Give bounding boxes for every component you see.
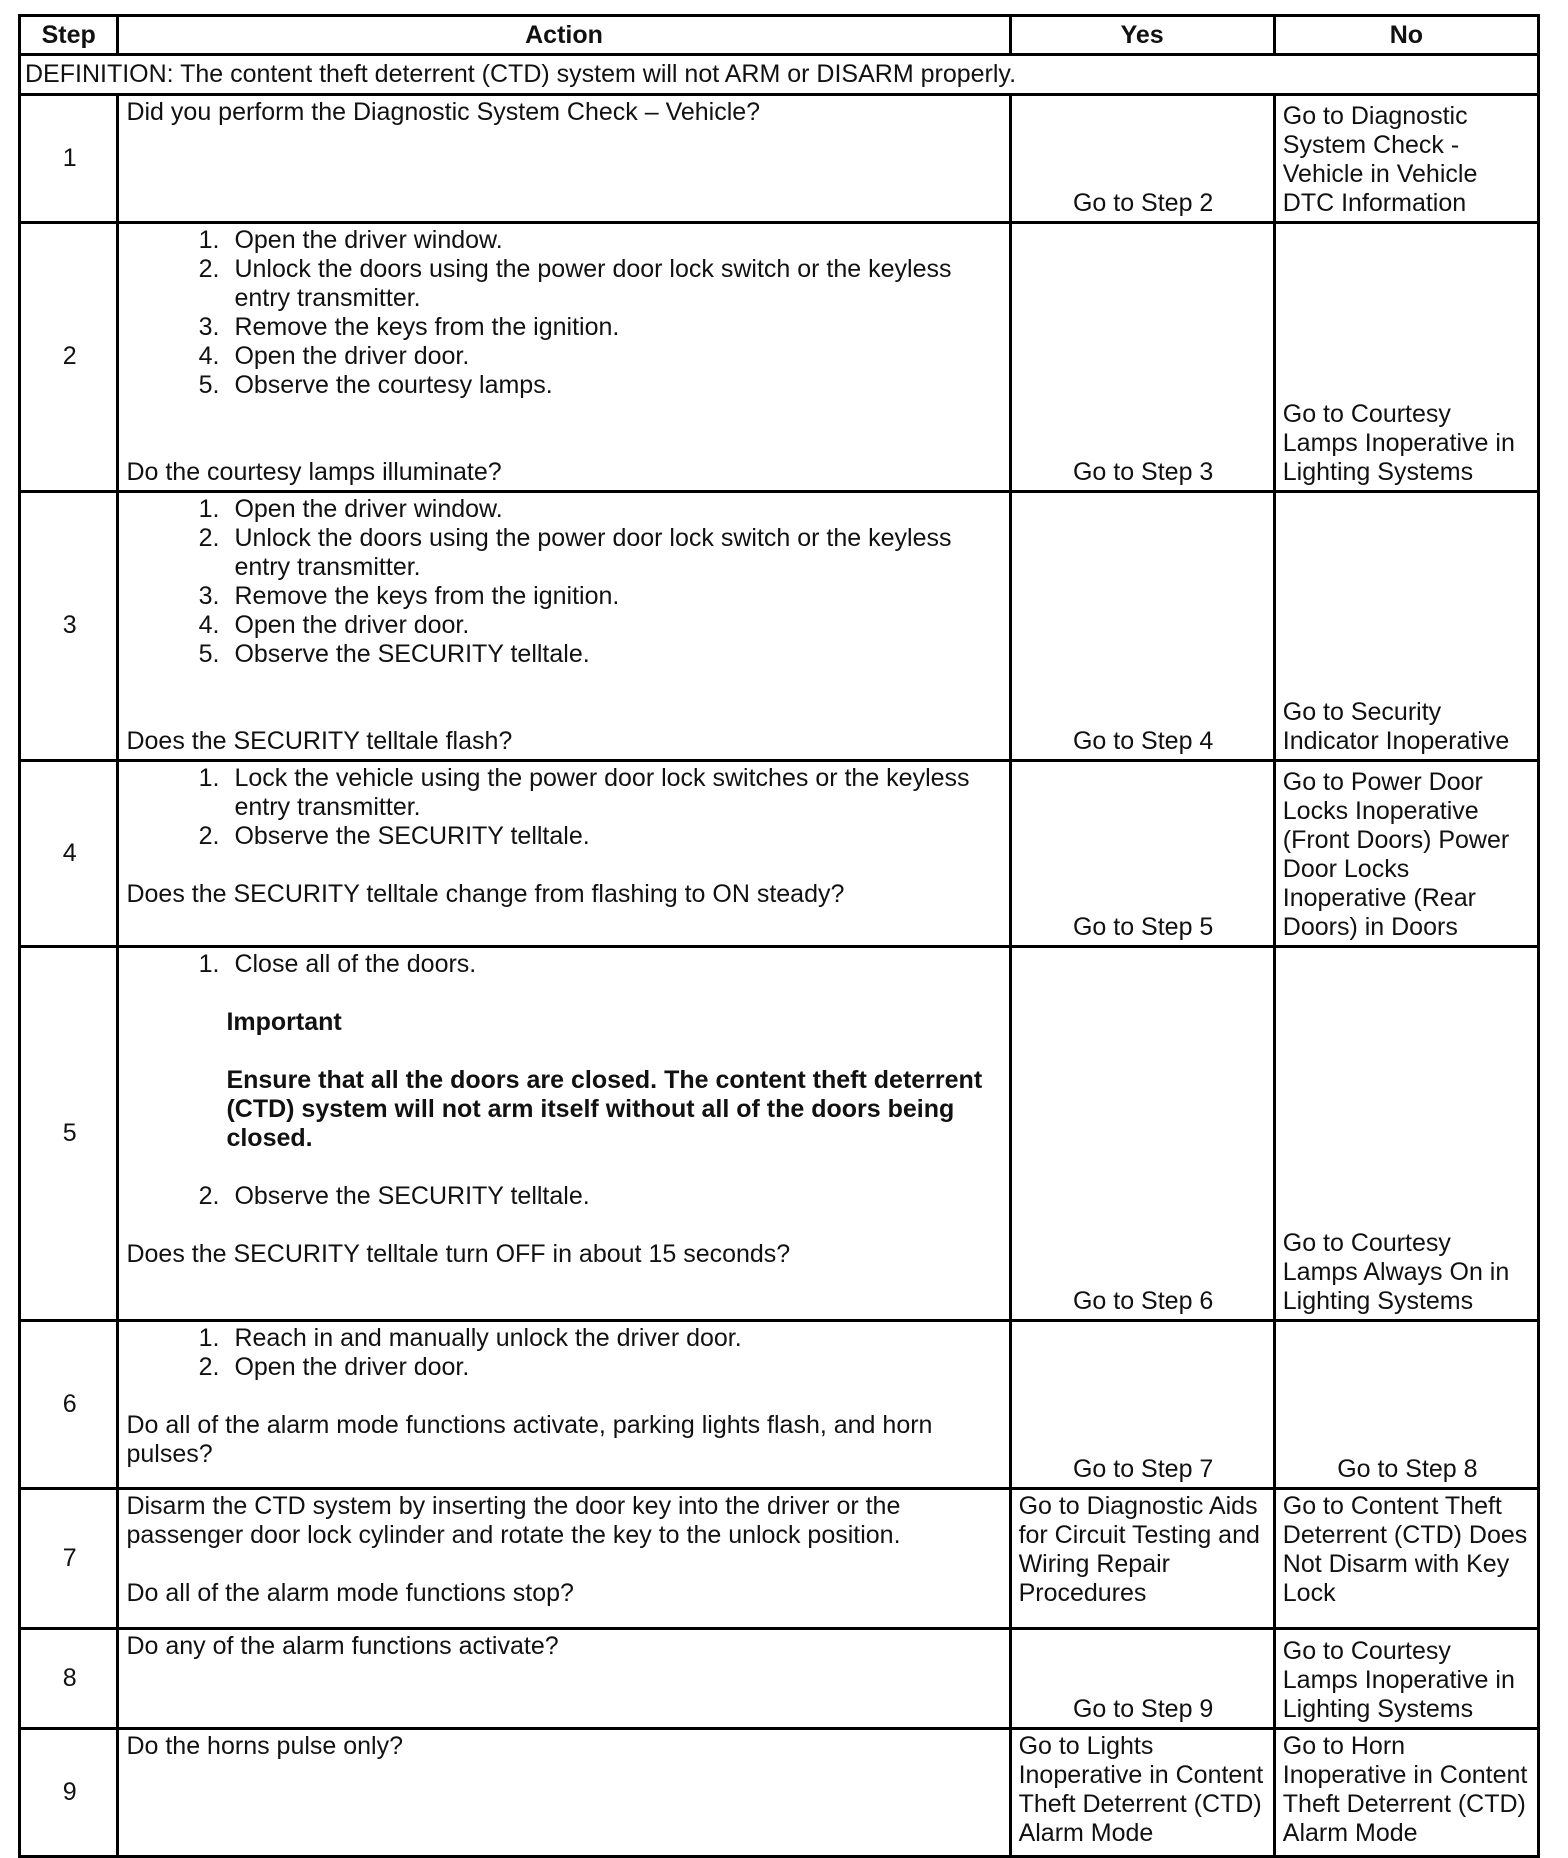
action-list [126, 764, 1003, 851]
list-item: 2. Unlock the doors using the power door lock switch or the keyless entry transmitter. [226, 255, 1003, 313]
action-cell [118, 95, 1010, 223]
step-number: 5 [20, 947, 118, 1321]
yes-cell [1010, 223, 1274, 492]
no-link[interactable]: Go to Courtesy Lamps Always On in Lighting Systems [1282, 1229, 1510, 1315]
step-number: 3 [20, 492, 118, 761]
step-number: 4 [20, 761, 118, 947]
list-item: 2. Open the driver door. [226, 1353, 1003, 1382]
action-cell [118, 761, 1010, 947]
important-text: Ensure that all the doors are closed. The content theft deterrent (CTD) system will not arm itself without all of the doors being closed. [226, 1066, 983, 1152]
list-item: 1. Open the driver window. [226, 495, 1003, 524]
list-item: 1. Reach in and manually unlock the driver door. [226, 1324, 1003, 1353]
action-list [126, 226, 1003, 400]
question-text: Does the SECURITY telltale change from flashing to ON steady? [126, 880, 845, 908]
header-step: Step [20, 16, 118, 55]
question-text: Do the courtesy lamps illuminate? [126, 458, 502, 486]
list-item: 5. Observe the courtesy lamps. [226, 371, 1003, 400]
table-row [20, 492, 1539, 761]
step-number: 6 [20, 1321, 118, 1489]
step-number: 1 [20, 95, 118, 223]
yes-cell [1010, 1629, 1274, 1729]
table-row [20, 1489, 1539, 1629]
action-cell [118, 1629, 1010, 1729]
important-heading: Important [226, 1008, 342, 1036]
no-link[interactable]: Go to Courtesy Lamps Inoperative in Lighting Systems [1282, 400, 1515, 486]
action-list [126, 495, 1003, 669]
action-cell [118, 492, 1010, 761]
table-row [20, 761, 1539, 947]
header-action: Action [118, 16, 1010, 55]
list-item: 2. Observe the SECURITY telltale. [226, 1182, 1003, 1211]
no-cell [1274, 492, 1538, 761]
definition-row [20, 55, 1539, 95]
table-row [20, 1629, 1539, 1729]
list-item: 3. Remove the keys from the ignition. [226, 582, 1003, 611]
action-list [126, 1324, 1003, 1382]
list-item: 2. Unlock the doors using the power door lock switch or the keyless entry transmitter. [226, 524, 1003, 582]
yes-link[interactable]: Go to Step 7 [1072, 1455, 1214, 1483]
no-link[interactable]: Go to Security Indicator Inoperative [1282, 698, 1510, 755]
action-cell [118, 1489, 1010, 1629]
question-text: Do any of the alarm functions activate? [126, 1632, 559, 1660]
table-row [20, 95, 1539, 223]
no-cell [1274, 95, 1538, 223]
yes-link[interactable]: Go to Step 4 [1072, 727, 1214, 755]
step-number: 9 [20, 1729, 118, 1857]
table-row [20, 1321, 1539, 1489]
yes-cell [1010, 1489, 1274, 1629]
no-cell [1274, 1489, 1538, 1629]
step-number: 8 [20, 1629, 118, 1729]
no-cell [1274, 223, 1538, 492]
yes-link[interactable]: Go to Step 6 [1072, 1287, 1214, 1315]
action-list [126, 1182, 1003, 1211]
yes-link[interactable]: Go to Step 2 [1072, 189, 1214, 217]
no-link[interactable]: Go to Horn Inoperative in Content Theft Deterrent (CTD) Alarm Mode [1282, 1732, 1528, 1847]
header-no: No [1274, 16, 1538, 55]
question-text: Do the horns pulse only? [126, 1732, 404, 1760]
yes-link[interactable]: Go to Lights Inoperative in Content Theft Deterrent (CTD) Alarm Mode [1018, 1732, 1264, 1847]
list-item: 1. Lock the vehicle using the power door lock switches or the keyless entry transmitter. [226, 764, 1003, 822]
action-cell [118, 947, 1010, 1321]
list-item: 4. Open the driver door. [226, 611, 1003, 640]
no-cell [1274, 761, 1538, 947]
action-cell [118, 223, 1010, 492]
list-item: 1. Close all of the doors. [226, 950, 1003, 979]
list-item: 2. Observe the SECURITY telltale. [226, 822, 1003, 851]
no-link[interactable]: Go to Power Door Locks Inoperative (Front Doors) Power Door Locks Inoperative (Rear Doors) in Doors [1282, 768, 1510, 941]
no-cell [1274, 1729, 1538, 1857]
question-text: Did you perform the Diagnostic System Check – Vehicle? [126, 98, 761, 126]
action-text: Disarm the CTD system by inserting the door key into the driver or the passenger door lock cylinder and rotate the key to the unlock position. [126, 1492, 901, 1549]
yes-cell [1010, 95, 1274, 223]
no-link[interactable]: Go to Diagnostic System Check - Vehicle in Vehicle DTC Information [1282, 102, 1478, 217]
yes-cell [1010, 947, 1274, 1321]
yes-cell [1010, 1729, 1274, 1857]
step-number: 7 [20, 1489, 118, 1629]
step-number: 2 [20, 223, 118, 492]
question-text: Does the SECURITY telltale turn OFF in about 15 seconds? [126, 1240, 791, 1268]
list-item: 1. Open the driver window. [226, 226, 1003, 255]
no-cell [1274, 947, 1538, 1321]
no-cell [1274, 1321, 1538, 1489]
question-text: Do all of the alarm mode functions activate, parking lights flash, and horn pulses? [126, 1411, 933, 1468]
yes-cell [1010, 492, 1274, 761]
list-item: 4. Open the driver door. [226, 342, 1003, 371]
yes-link[interactable]: Go to Diagnostic Aids for Circuit Testing and Wiring Repair Procedures [1018, 1492, 1260, 1607]
table-row [20, 947, 1539, 1321]
definition-text: DEFINITION: The content theft deterrent (CTD) system will not ARM or DISARM properly. [20, 55, 1539, 95]
action-list [126, 950, 1003, 979]
no-link[interactable]: Go to Content Theft Deterrent (CTD) Does Not Disarm with Key Lock [1282, 1492, 1528, 1607]
list-item: 3. Remove the keys from the ignition. [226, 313, 1003, 342]
question-text: Do all of the alarm mode functions stop? [126, 1579, 574, 1607]
no-cell [1274, 1629, 1538, 1729]
yes-cell [1010, 1321, 1274, 1489]
diagnostic-table [18, 14, 1540, 1858]
yes-link[interactable]: Go to Step 9 [1072, 1695, 1214, 1723]
question-text: Does the SECURITY telltale flash? [126, 727, 513, 755]
no-link[interactable]: Go to Courtesy Lamps Inoperative in Lighting Systems [1282, 1637, 1515, 1723]
yes-cell [1010, 761, 1274, 947]
header-row [20, 16, 1539, 55]
table-row [20, 223, 1539, 492]
header-yes: Yes [1010, 16, 1274, 55]
action-cell [118, 1321, 1010, 1489]
table-row [20, 1729, 1539, 1857]
no-link[interactable]: Go to Step 8 [1337, 1455, 1478, 1483]
yes-link[interactable]: Go to Step 3 [1072, 458, 1214, 486]
action-cell [118, 1729, 1010, 1857]
yes-link[interactable]: Go to Step 5 [1072, 913, 1214, 941]
list-item: 5. Observe the SECURITY telltale. [226, 640, 1003, 669]
